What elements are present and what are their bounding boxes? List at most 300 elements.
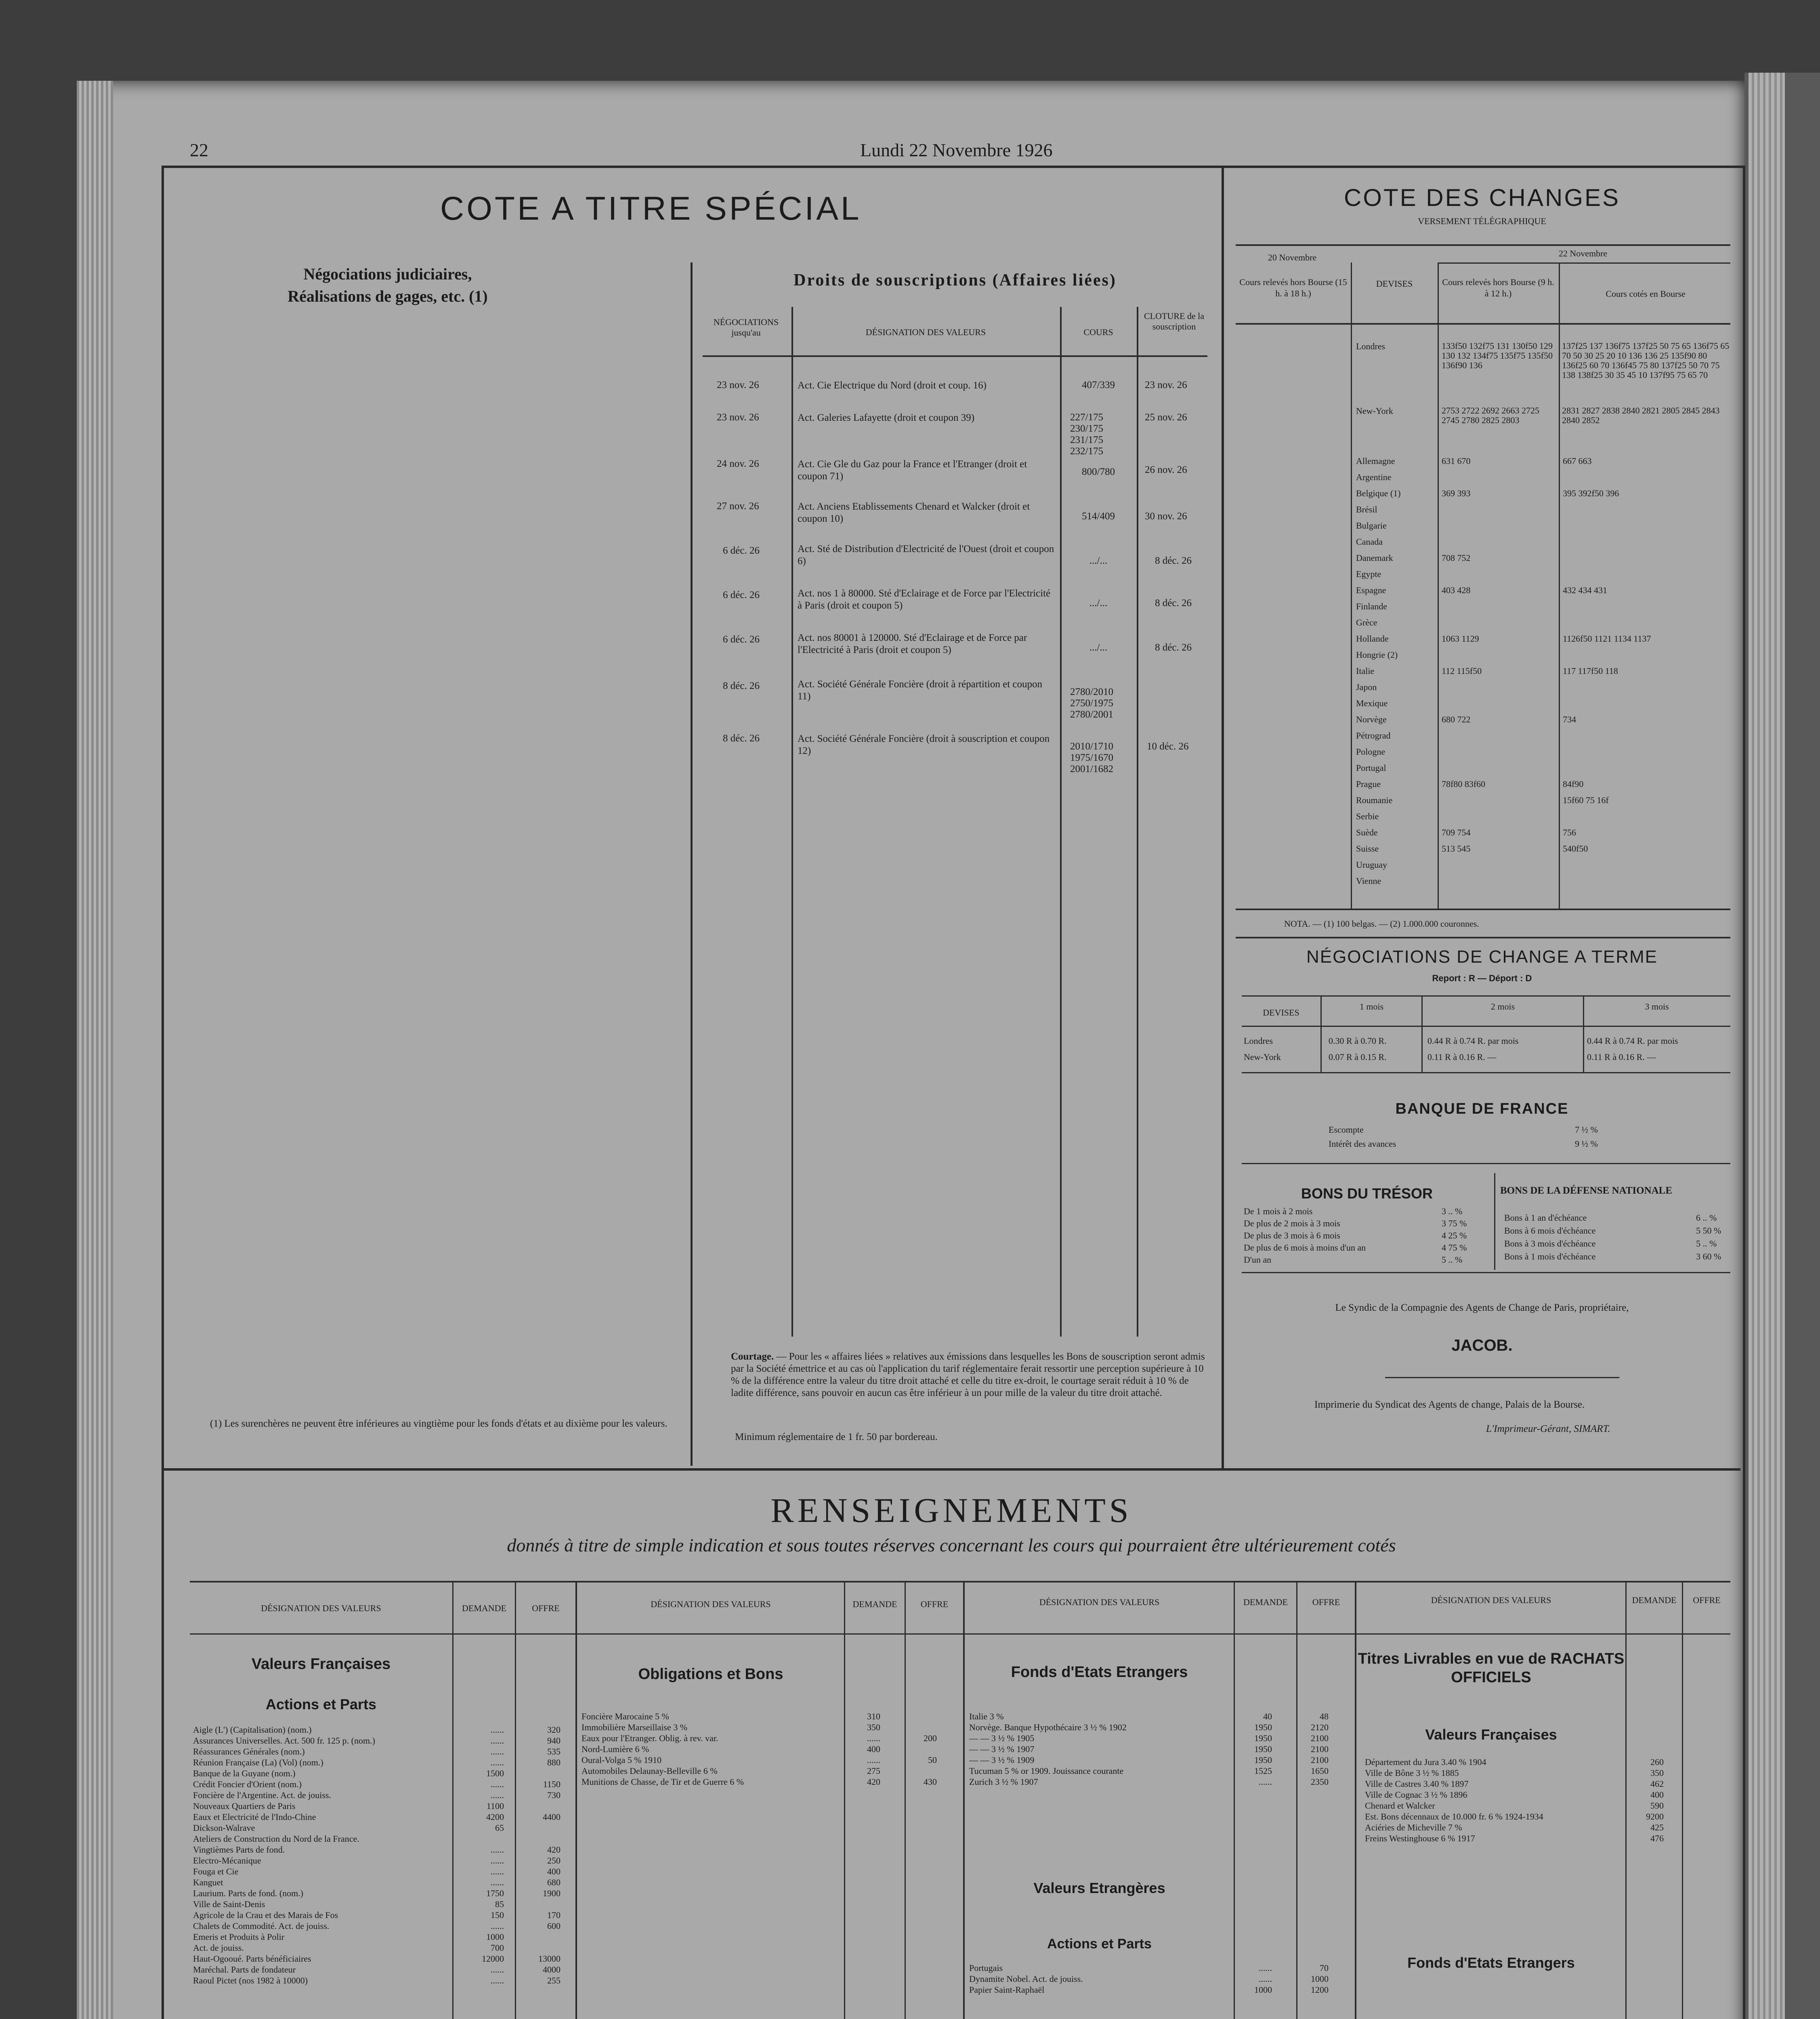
droits-row-cloture: 8 déc. 26 xyxy=(1155,555,1192,566)
rens-row-offre: 1900 xyxy=(543,1888,560,1898)
changes-subtitle: VERSEMENT TÉLÉGRAPHIQUE xyxy=(1418,216,1546,226)
rens-row-designation: Maréchal. Parts de fondateur xyxy=(193,1964,296,1975)
droits-row-date: 6 déc. 26 xyxy=(723,545,760,556)
devise-bourse: 395 392f50 396 xyxy=(1563,488,1619,498)
negociations-heading: Négociations judiciaires, xyxy=(303,265,472,283)
rens-row-demande: 275 xyxy=(867,1766,880,1776)
rens-header-demande: DEMANDE xyxy=(462,1603,506,1613)
bons-hline xyxy=(1242,1163,1730,1164)
devise-label: Japon xyxy=(1356,682,1377,692)
devise-bourse xyxy=(1563,598,1728,615)
rens-row-designation: Ateliers de Construction du Nord de la France. xyxy=(193,1834,359,1844)
rens-row-demande: ...... xyxy=(491,1964,504,1975)
devise-label: Roumanie xyxy=(1356,795,1393,805)
droits-row-cours: 800/780 xyxy=(1082,466,1115,477)
escompte-label: Escompte xyxy=(1329,1125,1364,1135)
devise-label: Hollande xyxy=(1356,634,1389,644)
droits-row-designation: Act. Société Générale Foncière (droit à souscription et coupon 12) xyxy=(798,733,1050,756)
devise-label: Serbie xyxy=(1356,811,1379,821)
bons-defense-rate: 3 60 % xyxy=(1696,1251,1721,1261)
bons-tresor-label: De plus de 3 mois à 6 mois xyxy=(1244,1230,1340,1240)
rens-row xyxy=(193,1964,569,1975)
devise-bourse xyxy=(1563,808,1728,825)
banque-title: BANQUE DE FRANCE xyxy=(1395,1100,1569,1117)
rens-row-designation: Chenard et Walcker xyxy=(1365,1801,1435,1811)
devise-hors: 1063 1129 xyxy=(1442,634,1479,644)
rens-row xyxy=(193,1811,569,1822)
droits-row-cloture: 23 nov. 26 xyxy=(1145,380,1187,390)
rens-row-demande: 1950 xyxy=(1254,1744,1272,1754)
rens-row-demande: ...... xyxy=(491,1746,504,1757)
rens-row xyxy=(193,1920,569,1931)
droits-row-cloture: 8 déc. 26 xyxy=(1155,598,1192,609)
rens-row-designation: — — 3 ½ % 1905 xyxy=(969,1733,1035,1743)
rens-vline xyxy=(575,1581,577,2019)
rens-row-offre: 2100 xyxy=(1311,1755,1329,1765)
syndic-line: Le Syndic de la Compagnie des Agents de Change de Paris, propriétaire, xyxy=(1335,1302,1629,1313)
devise-hors xyxy=(1442,566,1557,582)
rens-row-designation: Zurich 3 ½ % 1907 xyxy=(969,1777,1038,1787)
rens-header-offre: OFFRE xyxy=(1312,1597,1340,1607)
rens-row-designation: — — 3 ½ % 1907 xyxy=(969,1744,1035,1754)
changes-hline-bottom xyxy=(1236,909,1730,910)
devise-label: Prague xyxy=(1356,779,1381,789)
rens-vline xyxy=(963,1581,965,2019)
rens-row xyxy=(193,1746,569,1757)
devise-hors xyxy=(1442,598,1557,615)
rens-row-demande: 462 xyxy=(1650,1779,1664,1789)
rens-row-demande: ...... xyxy=(1259,1974,1272,1984)
terme-1mois: 0.30 R à 0.70 R. xyxy=(1329,1036,1387,1046)
rens-row xyxy=(1365,1789,1728,1800)
devise-label: Belgique (1) xyxy=(1356,488,1401,498)
rens-row-demande: 1950 xyxy=(1254,1722,1272,1732)
bons-tresor-label: De 1 mois à 2 mois xyxy=(1244,1206,1313,1216)
rens-row-offre: 420 xyxy=(547,1845,560,1855)
rens-row-designation: Chalets de Commodité. Act. de jouiss. xyxy=(193,1921,330,1931)
terme-col-2mois: 2 mois xyxy=(1490,1001,1515,1012)
rens-row-demande: 1100 xyxy=(486,1801,504,1811)
rens-row xyxy=(193,1724,569,1735)
rens-col2-section: Obligations et Bons xyxy=(638,1666,783,1683)
devise-label: Suède xyxy=(1356,827,1378,837)
rens-row-designation: Foncière Marocaine 5 % xyxy=(581,1711,669,1721)
rens-row-demande: 1950 xyxy=(1254,1733,1272,1743)
rens-header-designation: DÉSIGNATION DES VALEURS xyxy=(1039,1597,1160,1607)
terme-subtitle: Report : R — Déport : D xyxy=(1432,973,1532,983)
rens-row-offre: 70 xyxy=(1320,1963,1329,1973)
rens-row-demande: 310 xyxy=(867,1711,880,1721)
bons-defense-rate: 5 .. % xyxy=(1696,1238,1717,1249)
changes-hline-nota xyxy=(1236,937,1730,938)
devise-label: Pologne xyxy=(1356,747,1385,757)
devise-label: Argentine xyxy=(1356,472,1392,482)
bons-tresor-rate: 3 75 % xyxy=(1442,1218,1467,1228)
devise-bourse xyxy=(1563,695,1728,711)
divider-horizontal xyxy=(164,1468,1740,1471)
rens-row-demande: ...... xyxy=(1259,1777,1272,1787)
rens-row xyxy=(193,1855,569,1866)
rens-header-offre: OFFRE xyxy=(1693,1595,1721,1605)
rens-row-demande: 40 xyxy=(1263,1711,1272,1721)
devise-hors: 708 752 xyxy=(1442,553,1471,563)
rens-row xyxy=(1365,1811,1728,1822)
rens-row xyxy=(1365,1822,1728,1833)
rens-row-demande: ...... xyxy=(491,1975,504,1985)
bons-tresor-rate: 4 25 % xyxy=(1442,1230,1467,1240)
devise-bourse xyxy=(1563,728,1728,744)
terme-col-1mois: 1 mois xyxy=(1359,1001,1384,1012)
rens-row-demande: ...... xyxy=(491,1866,504,1876)
devise-bourse-list xyxy=(1563,453,1728,889)
droits-row-cloture: 26 nov. 26 xyxy=(1145,464,1187,475)
page-number: 22 xyxy=(190,140,208,160)
droits-title: Droits de souscriptions (Affaires liées) xyxy=(793,271,1117,290)
droits-row-cours: .../... xyxy=(1089,642,1108,653)
rens-row-designation: Ville de Castres 3.40 % 1897 xyxy=(1365,1779,1469,1789)
rens-row xyxy=(1365,1767,1728,1778)
devise-hors: 680 722 xyxy=(1442,714,1471,724)
page-stack-right xyxy=(1744,73,1820,2019)
rens-row-designation: Est. Bons décennaux de 10.000 fr. 6 % 1924-1934 xyxy=(1365,1811,1543,1822)
terme-col-3mois: 3 mois xyxy=(1645,1001,1669,1012)
droits-row-date: 27 nov. 26 xyxy=(717,501,759,512)
rens-row-designation: Oural-Volga 5 % 1910 xyxy=(581,1755,662,1765)
rens-col1-subsection: Actions et Parts xyxy=(265,1696,377,1713)
devise-hors xyxy=(1442,744,1557,760)
rens-row-offre: 940 xyxy=(547,1736,560,1746)
rens-row xyxy=(581,1711,959,1722)
rens-row xyxy=(969,1744,1351,1755)
devise-label: Portugal xyxy=(1356,763,1386,773)
rens-row xyxy=(193,1801,569,1811)
bons-tresor-label: De plus de 2 mois à 3 mois xyxy=(1244,1218,1340,1228)
devise-label: Norvège xyxy=(1356,714,1387,724)
devise-label: Pétrograd xyxy=(1356,730,1391,741)
devise-bourse xyxy=(1563,534,1728,550)
rens-header-offre: OFFRE xyxy=(920,1599,949,1609)
devise-bourse: 667 663 xyxy=(1563,456,1592,466)
rens-row xyxy=(969,1765,1351,1776)
devise-hors: 78f80 83f60 xyxy=(1442,779,1486,789)
rens-row xyxy=(581,1744,959,1755)
rens-row xyxy=(193,1768,569,1779)
rens-row xyxy=(581,1733,959,1744)
terme-3mois: 0.11 R à 0.16 R. — xyxy=(1587,1052,1656,1062)
rens-row-designation: Norvège. Banque Hypothécaire 3 ½ % 1902 xyxy=(969,1722,1127,1732)
page-stack-left xyxy=(77,81,113,2019)
rens-row-offre: 4000 xyxy=(543,1964,560,1975)
changes-hline-dates xyxy=(1438,262,1730,264)
devise-bourse: 84f90 xyxy=(1563,779,1584,789)
rens-row xyxy=(969,1711,1351,1722)
rens-row-offre: 730 xyxy=(547,1790,560,1800)
rens-row-demande: 700 xyxy=(491,1943,504,1953)
rens-row-demande: 590 xyxy=(1650,1801,1664,1811)
droits-col-designation: DÉSIGNATION DES VALEURS xyxy=(865,327,986,337)
escompte-value: 7 ½ % xyxy=(1575,1125,1598,1135)
terme-title: NÉGOCIATIONS DE CHANGE A TERME xyxy=(1306,947,1658,967)
rens-row-designation: Foncière de l'Argentine. Act. de jouiss. xyxy=(193,1790,332,1800)
rens-col3-section2: Valeurs Etrangères xyxy=(1033,1880,1165,1896)
rens-row-demande: 85 xyxy=(495,1899,504,1909)
devise-hors xyxy=(1442,679,1557,695)
devise-bourse xyxy=(1563,873,1728,889)
droits-row-date: 23 nov. 26 xyxy=(717,412,759,423)
rens-header-demande: DEMANDE xyxy=(1243,1597,1288,1607)
droits-row-cours: 407/339 xyxy=(1082,380,1115,390)
droits-row-cours: 227/175 230/175 231/175 232/175 xyxy=(1070,412,1103,457)
rens-row xyxy=(193,1942,569,1953)
devise-bourse: 15f60 75 16f xyxy=(1563,795,1609,805)
devise-bourse xyxy=(1563,679,1728,695)
rens-row-designation: Portugais xyxy=(969,1963,1003,1973)
devise-label: Mexique xyxy=(1356,698,1388,708)
bons-tresor-label: De plus de 6 mois à moins d'un an xyxy=(1244,1242,1366,1253)
rens-row xyxy=(969,1722,1351,1733)
droits-row-date: 6 déc. 26 xyxy=(723,634,760,645)
rens-row-offre: 1000 xyxy=(1311,1974,1329,1984)
terme-1mois: 0.07 R à 0.15 R. xyxy=(1329,1052,1387,1062)
droits-col-cours: COURS xyxy=(1083,327,1113,337)
changes-date-right: 22 Novembre xyxy=(1558,248,1608,258)
devise-hors: 2753 2722 2692 2663 2725 2745 2780 2825 2803 xyxy=(1442,405,1539,425)
terme-hline-1 xyxy=(1242,995,1730,997)
rens-row-designation: Haut-Ogooué. Parts bénéficiaires xyxy=(193,1954,311,1964)
bons-defense-list xyxy=(1504,1211,1730,1263)
rens-row-designation: Ville de Bône 3 ½ % 1885 xyxy=(1365,1768,1459,1778)
devise-bourse xyxy=(1563,566,1728,582)
rens-row-demande: ...... xyxy=(491,1736,504,1746)
rens-row-designation: Dynamite Nobel. Act. de jouiss. xyxy=(969,1974,1083,1984)
rens-row-designation: Aciéries de Micheville 7 % xyxy=(1365,1822,1462,1832)
devise-bourse: 432 434 431 xyxy=(1563,585,1607,595)
rens-row-designation: Freins Westinghouse 6 % 1917 xyxy=(1365,1833,1475,1843)
rens-row xyxy=(581,1765,959,1776)
devise-bourse xyxy=(1563,550,1728,566)
droits-row-cloture: 10 déc. 26 xyxy=(1147,741,1189,752)
devise-bourse xyxy=(1563,857,1728,873)
minimum-note: Minimum réglementaire de 1 fr. 50 par bordereau. xyxy=(735,1431,938,1442)
devise-bourse: 2831 2827 2838 2840 2821 2805 2845 2843 2840 2852 xyxy=(1562,405,1720,425)
bons-bottom-line xyxy=(1242,1272,1730,1273)
devise-label: New-York xyxy=(1356,406,1393,416)
devise-bourse: 756 xyxy=(1563,827,1576,837)
rens-row-offre: 2120 xyxy=(1311,1722,1329,1732)
rens-col1-section: Valeurs Françaises xyxy=(251,1656,391,1673)
droits-row-cloture: 30 nov. 26 xyxy=(1145,511,1187,522)
rens-row-designation: Ville de Saint-Denis xyxy=(193,1899,265,1909)
changes-col-bourse: Cours cotés en Bourse xyxy=(1606,289,1686,299)
rens-vline xyxy=(1234,1581,1235,2019)
droits-row-cours: 514/409 xyxy=(1082,511,1115,522)
rens-row-offre: 4400 xyxy=(543,1812,560,1822)
rens-vline xyxy=(1296,1581,1297,2019)
devise-hors xyxy=(1442,502,1557,518)
rens-row-offre: 48 xyxy=(1320,1711,1329,1721)
bons-vline xyxy=(1494,1173,1495,1270)
droits-row-cloture: 25 nov. 26 xyxy=(1145,412,1187,423)
rens-row-designation: Automobiles Delaunay-Belleville 6 % xyxy=(581,1766,718,1776)
rens-vline xyxy=(905,1581,906,2019)
rens-header-demande: DEMANDE xyxy=(852,1599,897,1609)
rens-row-designation: Eaux et Electricité de l'Indo-Chine xyxy=(193,1812,316,1822)
section-title-cote-special: COTE A TITRE SPÉCIAL xyxy=(440,190,862,227)
rens-row xyxy=(193,1833,569,1844)
rens-row-offre: 50 xyxy=(928,1755,937,1765)
rens-row-designation: Laurium. Parts de fond. (nom.) xyxy=(193,1888,304,1898)
rens-row xyxy=(969,1733,1351,1744)
footnote: (1) Les surenchères ne peuvent être inférieures au vingtième pour les fonds d'états et au dixième pour les valeurs. xyxy=(210,1418,668,1429)
rens-row-designation: Dickson-Walrave xyxy=(193,1823,255,1833)
imprimerie: Imprimerie du Syndicat des Agents de change, Palais de la Bourse. xyxy=(1314,1399,1585,1410)
rens-row xyxy=(193,1953,569,1964)
droits-row-date: 24 nov. 26 xyxy=(717,458,759,469)
bons-defense-rate: 6 .. % xyxy=(1696,1213,1717,1223)
droits-row-date: 6 déc. 26 xyxy=(723,590,760,600)
droits-col-cloture: CLOTURE de la souscription xyxy=(1144,311,1205,332)
devise-bourse: 540f50 xyxy=(1563,844,1588,854)
devise-hors: 513 545 xyxy=(1442,844,1471,854)
rens-row-demande: ...... xyxy=(491,1779,504,1789)
rens-row xyxy=(581,1722,959,1733)
devise-label: Espagne xyxy=(1356,585,1386,595)
terme-col-devises: DEVISES xyxy=(1263,1007,1299,1018)
devise-bourse xyxy=(1563,518,1728,534)
rens-col4-subsection: Valeurs Françaises xyxy=(1425,1726,1557,1743)
terme-devise: Londres xyxy=(1244,1036,1273,1046)
droits-row-cours: 2780/2010 2750/1975 2780/2001 xyxy=(1070,686,1113,720)
devise-hors xyxy=(1442,792,1557,808)
rens-row xyxy=(193,1735,569,1746)
devise-bourse xyxy=(1563,469,1728,485)
droits-row-date: 23 nov. 26 xyxy=(717,380,759,390)
changes-title: COTE DES CHANGES xyxy=(1343,184,1621,211)
rens-row-offre: 320 xyxy=(547,1725,560,1735)
droits-row-designation: Act. Cie Electrique du Nord (droit et coup. 16) xyxy=(798,380,987,391)
changes-vline-3 xyxy=(1559,262,1560,909)
terme-hline-2 xyxy=(1242,1026,1730,1027)
rens-row-offre: 1150 xyxy=(543,1779,560,1789)
rens-row-demande: 1525 xyxy=(1254,1766,1272,1776)
rens-row-offre: 400 xyxy=(547,1866,560,1876)
devise-hors: 631 670 xyxy=(1442,456,1471,466)
rens-header-designation: DÉSIGNATION DES VALEURS xyxy=(651,1599,771,1609)
rens-row-designation: Vingtièmes Parts de fond. xyxy=(193,1845,285,1855)
courtage-note xyxy=(731,1351,1211,1399)
changes-hline-top xyxy=(1236,244,1730,246)
devise-hors xyxy=(1442,518,1557,534)
rens-row-demande: 425 xyxy=(1650,1822,1664,1832)
droits-hline xyxy=(703,355,1207,357)
droits-col-date: NÉGOCIATIONS jusqu'au xyxy=(713,317,779,338)
rens-row-demande: 476 xyxy=(1650,1833,1664,1843)
rens-row-demande: ...... xyxy=(491,1877,504,1887)
rens-row-designation: — — 3 ½ % 1909 xyxy=(969,1755,1035,1765)
rens-row-offre: 1200 xyxy=(1311,1985,1329,1995)
devise-label: Uruguay xyxy=(1356,860,1387,870)
devise-hors xyxy=(1442,808,1557,825)
devise-bourse xyxy=(1563,502,1728,518)
rens-row-demande: 350 xyxy=(867,1722,880,1732)
rens-row-designation: Immobilière Marseillaise 3 % xyxy=(581,1722,688,1732)
devise-label: Hongrie (2) xyxy=(1356,650,1398,660)
rens-row-offre: 170 xyxy=(547,1910,560,1920)
devise-bourse xyxy=(1563,744,1728,760)
changes-vline-2 xyxy=(1438,262,1439,909)
changes-col-hors-20: Cours relevés hors Bourse (15 h. à 18 h.) xyxy=(1239,277,1347,298)
devise-bourse: 1126f50 1121 1134 1137 xyxy=(1563,634,1651,644)
rens-row-offre: 1650 xyxy=(1311,1766,1329,1776)
droits-row-date: 8 déc. 26 xyxy=(723,733,760,744)
rens-row-designation: Banque de la Guyane (nom.) xyxy=(193,1768,296,1778)
rens-row xyxy=(969,1755,1351,1765)
renseignements-title: RENSEIGNEMENTS xyxy=(770,1491,1132,1530)
terme-3mois: 0.44 R à 0.74 R. par mois xyxy=(1587,1036,1678,1046)
rens-row xyxy=(581,1776,959,1787)
devise-hors xyxy=(1442,615,1557,631)
droits-row-date: 8 déc. 26 xyxy=(723,680,760,691)
rens-col3-section: Fonds d'Etats Etrangers xyxy=(1011,1664,1188,1681)
devise-label: Suisse xyxy=(1356,844,1379,854)
devise-label: Allemagne xyxy=(1356,456,1395,466)
rens-row-designation: Réunion Française (La) (Vol) (nom.) xyxy=(193,1757,323,1767)
page-date: Lundi 22 Novembre 1926 xyxy=(860,140,1053,160)
terme-2mois: 0.44 R à 0.74 R. par mois xyxy=(1427,1036,1519,1046)
rens-row xyxy=(581,1755,959,1765)
devise-label: Bulgarie xyxy=(1356,520,1387,531)
terme-devise: New-York xyxy=(1244,1052,1281,1062)
syndic-rule xyxy=(1385,1377,1619,1378)
rens-row-demande: ...... xyxy=(491,1921,504,1931)
rens-row-demande: 65 xyxy=(495,1823,504,1833)
rens-row-offre: 200 xyxy=(924,1733,937,1743)
devise-hors xyxy=(1442,760,1557,776)
rens-row-offre: 255 xyxy=(547,1975,560,1985)
droits-row-designation: Act. Cie Gle du Gaz pour la France et l'Etranger (droit et coupon 71) xyxy=(798,459,1027,482)
changes-vline-1 xyxy=(1351,262,1352,909)
rens-vline xyxy=(1355,1581,1356,2019)
devise-bourse: 137f25 137 136f75 137f25 50 75 65 136f75 65 70 50 30 25 20 10 136 136 25 135f90 80 136f25 60 70 136f45 75 80 137f25 50 70 75 138 138f25 30 35 45 10 137f95 75 65 70 xyxy=(1562,341,1730,380)
devise-label: Finlande xyxy=(1356,601,1387,611)
rens-row-designation: Italie 3 % xyxy=(969,1711,1004,1721)
rens-row-demande: ...... xyxy=(867,1733,880,1743)
rens-row-demande: ...... xyxy=(867,1755,880,1765)
bons-defense-rate: 5 50 % xyxy=(1696,1226,1721,1236)
rens-row xyxy=(193,1779,569,1790)
rens-row-designation: Crédit Foncier d'Orient (nom.) xyxy=(193,1779,302,1789)
droits-row-designation: Act. Sté de Distribution d'Electricité de l'Ouest (droit et coupon 6) xyxy=(798,544,1054,567)
droits-row-cloture: 8 déc. 26 xyxy=(1155,642,1192,653)
rens-row-designation: Emeris et Produits à Polir xyxy=(193,1932,285,1942)
changes-date-left: 20 Novembre xyxy=(1268,252,1317,262)
bons-defense-title: BONS DE LA DÉFENSE NATIONALE xyxy=(1500,1185,1673,1196)
rens-row-demande: 1000 xyxy=(486,1932,504,1942)
devise-bourse xyxy=(1563,760,1728,776)
rens-row-designation: Nord-Lumière 6 % xyxy=(581,1744,649,1754)
rens-row xyxy=(1365,1800,1728,1811)
rens-row-demande: 1000 xyxy=(1254,1985,1272,1995)
rens-col4-section: Titres Livrables en vue de RACHATS OFFICIELS xyxy=(1358,1650,1625,1686)
droits-row-cours: .../... xyxy=(1089,598,1108,609)
devise-hors: 133f50 132f75 131 130f50 129 130 132 134f75 135f75 135f50 136f90 136 xyxy=(1442,341,1553,370)
rens-row xyxy=(193,1975,569,1986)
rens-row-demande: ...... xyxy=(1259,1963,1272,1973)
rens-header-designation: DÉSIGNATION DES VALEURS xyxy=(1431,1595,1551,1605)
bons-tresor-rate: 4 75 % xyxy=(1442,1242,1467,1253)
devise-hors: 709 754 xyxy=(1442,827,1471,837)
rens-header-offre: OFFRE xyxy=(532,1603,560,1613)
